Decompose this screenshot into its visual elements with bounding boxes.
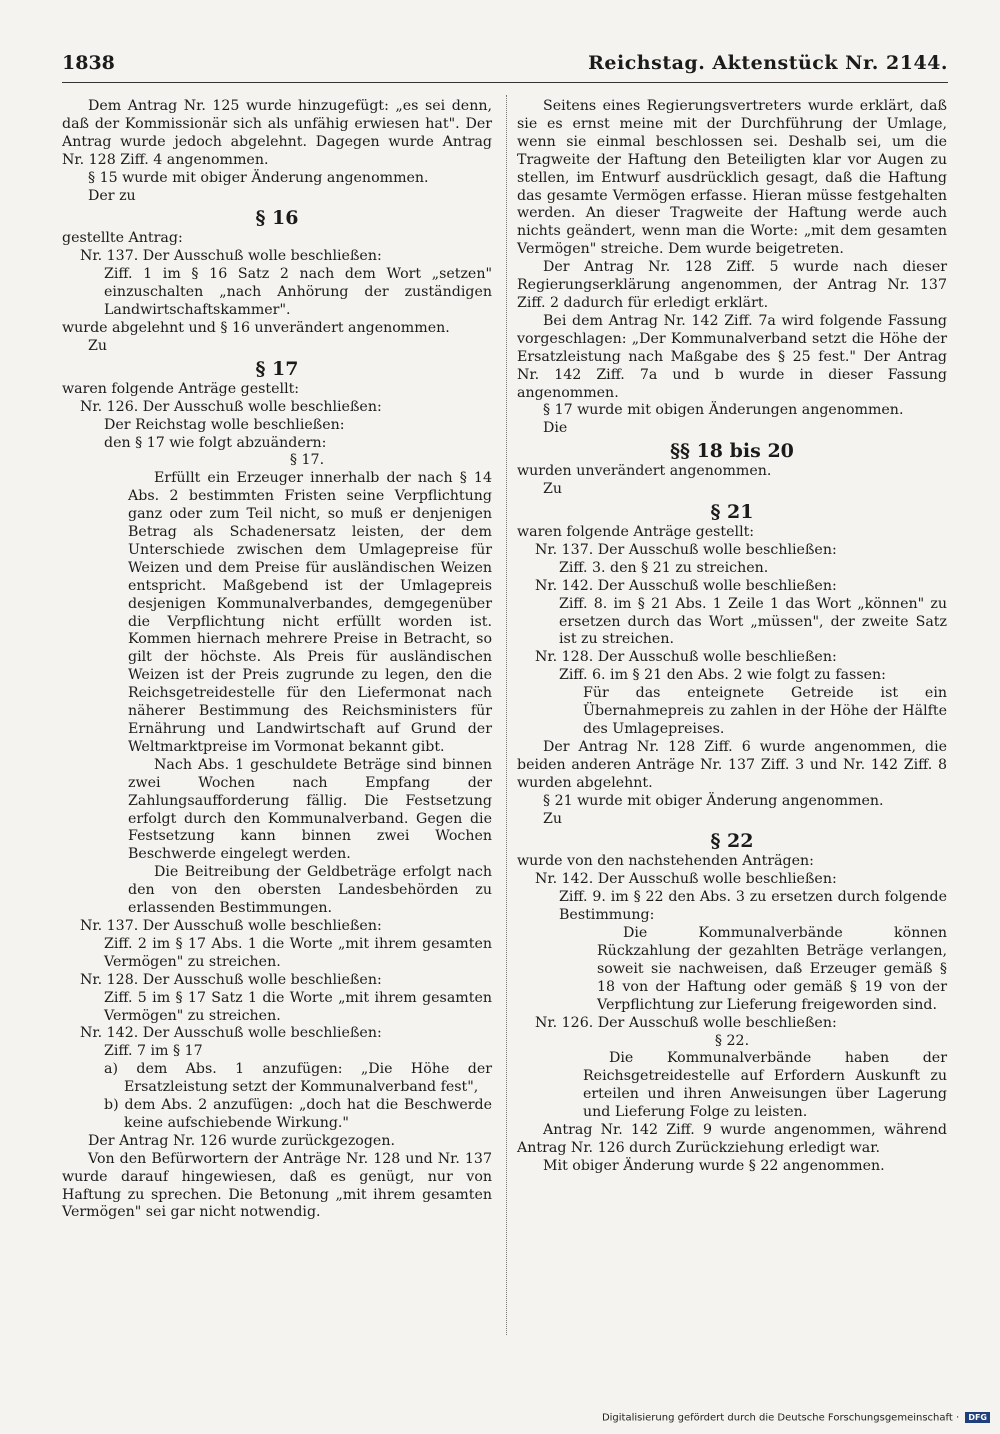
text-paragraph: Ziff. 6. im § 21 den Abs. 2 wie folgt zu fassen: [559, 667, 886, 684]
column-divider [506, 95, 507, 1335]
text-paragraph: Die Kommunalverbände haben der Reichsgetreidestelle auf Erfordern Auskunft zu erteilen und ihren Anweisungen über Lagerung und Lieferung Folge zu leisten. [583, 1050, 947, 1121]
text-paragraph: Nr. 142. Der Ausschuß wolle beschließen: [535, 577, 837, 594]
text-paragraph: Ziff. 1 im § 16 Satz 2 nach dem Wort „setzen" einzuschalten „nach Anhörung der zuständigen Landwirtschaftskammer". [104, 266, 492, 319]
text-paragraph: Erfüllt ein Erzeuger innerhalb der nach § 14 Abs. 2 bestimmten Fristen seine Verpflichtung ganz oder zum Teil nicht, so muß er denjenigen Betrag als Schadenersatz leisten, der dem Unterschiede zwischen dem Umlagepreise für Weizen und dem Preise für ausländischen Weizen entspricht. Maßgebend ist der Umlagepreis desjenigen Kommunalverbandes, demgegenüber die Verpflichtung nicht erfüllt worden ist. Kommen hiernach mehrere Preise in Betracht, so gilt der höchste. Als Preis für ausländischen Weizen ist der Preis zugrunde zu legen, den die Reichsgetreidestelle für den Liefermonat nach näherer Bestimmung des Reichsministers für Ernährung und Landwirtschaft auf Grund der Weltmarktpreise im Vormonat bekannt gibt. [128, 470, 492, 755]
text-paragraph: waren folgende Anträge gestellt: [517, 524, 755, 541]
text-paragraph: § 17 wurde mit obigen Änderungen angenommen. [543, 402, 904, 419]
footer-credit [602, 1412, 990, 1424]
section-heading: §§ 18 bis 20 [670, 440, 794, 463]
section-heading: § 22 [710, 830, 754, 853]
text-paragraph: Ziff. 8. im § 21 Abs. 1 Zeile 1 das Wort „können" zu ersetzen durch das Wort „müssen", der zweite Satz ist zu streichen. [559, 595, 947, 648]
dfg-logo: DFG [965, 1412, 990, 1423]
text-paragraph: wurde von den nachstehenden Anträgen: [517, 853, 814, 870]
text-paragraph: Zu [543, 810, 562, 827]
text-paragraph: Ziff. 2 im § 17 Abs. 1 die Worte „mit ihrem gesamten Vermögen" zu streichen. [104, 935, 492, 970]
text-paragraph: Bei dem Antrag Nr. 142 Ziff. 7a wird folgende Fassung vorgeschlagen: „Der Kommunalverband setzt die Höhe der Ersatzleistung nach Maßgabe des § 25 fest." Der Antrag Nr. 142 Ziff. 7a und b wurde in dieser Fassung angenommen. [517, 312, 947, 401]
text-paragraph: Antrag Nr. 142 Ziff. 9 wurde angenommen, während Antrag Nr. 126 durch Zurückziehung erledigt war. [517, 1122, 947, 1156]
text-paragraph: Nr. 126. Der Ausschuß wolle beschließen: [535, 1014, 837, 1031]
text-paragraph: Nr. 137. Der Ausschuß wolle beschließen: [535, 541, 837, 558]
text-paragraph: Nr. 126. Der Ausschuß wolle beschließen: [80, 398, 382, 415]
left-column [62, 98, 492, 1222]
text-paragraph: Ziff. 7 im § 17 [104, 1043, 203, 1060]
text-paragraph: Nr. 137. Der Ausschuß wolle beschließen: [80, 917, 382, 934]
running-title: Reichstag. Aktenstück Nr. 2144. [588, 52, 948, 74]
text-paragraph: Von den Befürwortern der Anträge Nr. 128 und Nr. 137 wurde darauf hingewiesen, daß es genügt, nur von Haftung zu sprechen. Die Betonung „mit ihrem gesamten Vermögen" sei gar nicht notwendig. [62, 1150, 492, 1221]
text-paragraph: Nr. 128. Der Ausschuß wolle beschließen: [535, 649, 837, 666]
text-paragraph: wurde abgelehnt und § 16 unverändert angenommen. [62, 319, 450, 336]
text-paragraph: Die Kommunalverbände können Rückzahlung der gezahlten Beträge verlangen, soweit sie nachweisen, daß Erzeuger gemäß § 18 von der Haftung oder gemäß § 19 von der Verpflichtung zur Lieferung freigeworden sind. [597, 925, 947, 1013]
text-paragraph: Nr. 142. Der Ausschuß wolle beschließen: [80, 1025, 382, 1042]
footer-text: Digitalisierung gefördert durch die Deutsche Forschungsgemeinschaft · [601, 1412, 960, 1424]
page-header [62, 52, 948, 83]
text-paragraph: Für das enteignete Getreide ist ein Übernahmepreis zu zahlen in der Höhe der Hälfte des Umlagepreises. [583, 685, 947, 737]
text-paragraph: Der Antrag Nr. 128 Ziff. 5 wurde nach dieser Regierungserklärung angenommen, der Antrag Nr. 137 Ziff. 2 dadurch für erledigt erklärt. [517, 259, 947, 311]
text-paragraph: wurden unverändert angenommen. [517, 463, 772, 480]
text-paragraph: Nr. 128. Der Ausschuß wolle beschließen: [80, 971, 382, 988]
text-paragraph: waren folgende Anträge gestellt: [62, 380, 300, 397]
text-paragraph: Der Antrag Nr. 126 wurde zurückgezogen. [88, 1132, 395, 1149]
text-paragraph: Ziff. 5 im § 17 Satz 1 die Worte „mit ihrem gesamten Vermögen" zu streichen. [104, 989, 492, 1024]
text-paragraph: Nach Abs. 1 geschuldete Beträge sind binnen zwei Wochen nach Empfang der Zahlungsaufforderung fällig. Die Festsetzung erfolgt durch den Kommunalverband. Gegen die Festsetzung kann binnen zwei Wochen Beschwerde eingelegt werden. [128, 756, 492, 863]
section-heading: § 21 [710, 501, 754, 524]
text-paragraph: Ziff. 3. den § 21 zu streichen. [559, 559, 769, 576]
text-paragraph: Nr. 137. Der Ausschuß wolle beschließen: [80, 248, 382, 265]
text-paragraph: Ziff. 9. im § 22 den Abs. 3 zu ersetzen durch folgende Bestimmung: [559, 889, 947, 924]
text-paragraph: Der zu [88, 187, 136, 204]
text-paragraph: Nr. 142. Der Ausschuß wolle beschließen: [535, 871, 837, 888]
text-paragraph: § 15 wurde mit obiger Änderung angenommen. [88, 169, 429, 186]
text-paragraph: den § 17 wie folgt abzuändern: [104, 434, 327, 451]
text-paragraph: gestellte Antrag: [62, 230, 183, 247]
text-paragraph: Zu [543, 481, 562, 498]
text-paragraph: Der Reichstag wolle beschließen: [104, 416, 345, 433]
text-paragraph: Mit obiger Änderung wurde § 22 angenommen. [543, 1157, 885, 1174]
text-paragraph: b) dem Abs. 2 anzufügen: „doch hat die Beschwerde keine aufschiebende Wirkung." [104, 1097, 492, 1131]
section-heading: § 17. [289, 452, 325, 469]
text-paragraph: § 21 wurde mit obiger Änderung angenommen. [543, 792, 884, 809]
text-paragraph: Die [543, 420, 568, 437]
section-heading: § 16 [255, 207, 299, 230]
section-heading: § 22. [714, 1032, 750, 1049]
text-paragraph: Dem Antrag Nr. 125 wurde hinzugefügt: „es sei denn, daß der Kommissionär sich als unfähig erwiesen hat". Der Antrag wurde jedoch abgelehnt. Dagegen wurde Antrag Nr. 128 Ziff. 4 angenommen. [62, 98, 492, 168]
text-paragraph: Die Beitreibung der Geldbeträge erfolgt nach den von den obersten Landesbehörden zu erlassenden Bestimmungen. [128, 864, 492, 917]
text-paragraph: Zu [88, 337, 107, 354]
section-heading: § 17 [255, 357, 299, 380]
right-column [517, 98, 947, 1176]
text-paragraph: Der Antrag Nr. 128 Ziff. 6 wurde angenommen, die beiden anderen Anträge Nr. 137 Ziff. 3 und Nr. 142 Ziff. 8 wurden abgelehnt. [517, 738, 947, 791]
text-paragraph: Seitens eines Regierungsvertreters wurde erklärt, daß sie es ernst meine mit der Durchführung der Umlage, wenn sie einmal beschlossen sei. Deshalb sei, um die Tragweite der Haftung den Beteiligten klar vor Augen zu stellen, im Entwurf ausdrücklich gesagt, daß die Haftung das gesamte Vermögen erfasse. Hieran müsse festgehalten werden. An dieser Tragweite der Haftung werde auch nichts geändert, wenn man die Worte: „mit dem gesamten Vermögen" streiche. Dem wurde beigetreten. [517, 98, 947, 258]
text-paragraph: a) dem Abs. 1 anzufügen: „Die Höhe der Ersatzleistung setzt der Kommunalverband fest", [104, 1061, 492, 1096]
page-number: 1838 [62, 52, 115, 74]
